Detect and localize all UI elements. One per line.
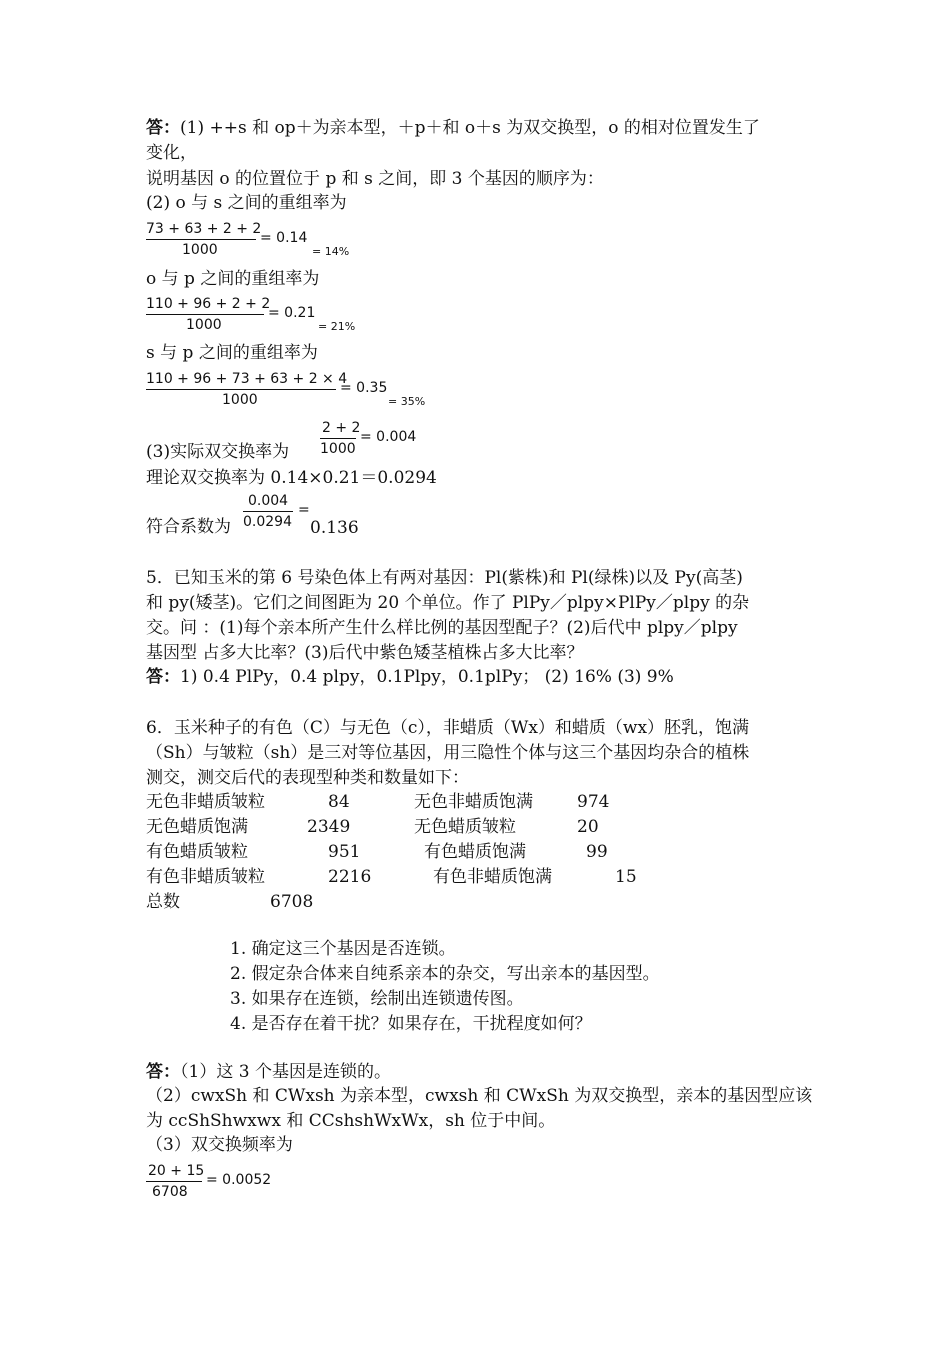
fraction-denominator: 1000	[320, 441, 356, 457]
table-cell-value: 951	[328, 842, 361, 862]
table-cell-label: 无色蜡质饱满	[146, 817, 248, 837]
fraction-result: = 0.0052	[206, 1172, 272, 1188]
table-cell-value: 2216	[328, 867, 372, 887]
table-cell-label: 无色非蜡质饱满	[414, 792, 533, 812]
q5-line3: 交。问 ：(1)每个亲本所产生什么样比例的基因型配子？(2)后代中 plpy／plpy	[146, 618, 738, 638]
fraction-percent: = 14%	[312, 245, 350, 258]
list-item: 2. 假定杂合体来自纯系亲本的杂交，写出亲本的基因型。	[230, 964, 660, 984]
fraction-result: = 0.21	[268, 305, 316, 321]
answer-text: 1) 0.4 PlPy，0.4 plpy，0.1Plpy，0.1plPy； (2) 16% (3) 9%	[180, 667, 674, 687]
list-item: 1. 确定这三个基因是否连锁。	[230, 939, 456, 959]
fraction-denominator: 1000	[186, 317, 222, 333]
fraction-numerator: 2 + 2	[322, 420, 361, 436]
table-total-label: 总数	[146, 892, 180, 912]
q6-line1: 6．玉米种子的有色（C）与无色（c），非蜡质（Wx）和蜡质（wx）胚乳，饱满	[146, 718, 750, 738]
list-item: 3. 如果存在连锁，绘制出连锁遗传图。	[230, 989, 524, 1009]
fraction-numerator: 73 + 63 + 2 + 2	[146, 221, 262, 237]
q4-sp-label: s 与 p 之间的重组率为	[146, 343, 318, 363]
q5-line1: 5．已知玉米的第 6 号染色体上有两对基因：Pl(紫株)和 Pl(绿株)以及 Py(高茎)	[146, 568, 743, 588]
q4-theory-line: 理论双交换率为 0.14×0.21＝0.0294	[146, 468, 437, 488]
table-cell-value: 974	[577, 792, 610, 812]
table-cell-label: 有色蜡质饱满	[424, 842, 526, 862]
q5-answer	[146, 666, 674, 688]
q4-answer-line2: 变化，	[146, 143, 197, 163]
fraction-numerator: 20 + 15	[148, 1163, 205, 1179]
q6-answer-line4: （3）双交换频率为	[146, 1135, 293, 1155]
fraction-bar	[146, 239, 256, 240]
fraction-numerator: 110 + 96 + 73 + 63 + 2 × 4	[146, 371, 348, 387]
q4-op-label: o 与 p 之间的重组率为	[146, 269, 320, 289]
table-cell-value: 15	[615, 867, 637, 887]
fraction-bar	[243, 511, 293, 512]
table-total-value: 6708	[270, 892, 314, 912]
table-cell-label: 有色蜡质皱粒	[146, 842, 248, 862]
fraction-result: = 0.004	[360, 429, 417, 445]
table-cell-value: 20	[577, 817, 599, 837]
fraction-denominator: 1000	[182, 242, 218, 258]
fraction-percent: = 35%	[388, 395, 426, 408]
q6-answer-line3: 为 ccShShwxwx 和 CCshshWxWx，sh 位于中间。	[146, 1111, 556, 1131]
fraction-bar	[146, 389, 336, 390]
fraction-numerator: 110 + 96 + 2 + 2	[146, 296, 271, 312]
answer-text: (1) ++s 和 op＋为亲本型，＋p＋和 o＋s 为双交换型，o 的相对位置发生了	[180, 118, 760, 138]
q4-part2-label: (2) o 与 s 之间的重组率为	[146, 193, 347, 213]
q4-answer-line1	[146, 117, 760, 139]
q6-answer-line2: （2）cwxSh 和 CWxsh 为亲本型，cwxsh 和 CWxSh 为双交换型，亲本的基因型应该	[146, 1086, 813, 1106]
fraction-result: = 0.35	[340, 380, 388, 396]
fraction-denominator: 6708	[152, 1184, 188, 1200]
table-cell-value: 84	[328, 792, 350, 812]
fraction-result: = 0.14	[260, 230, 308, 246]
fraction-denominator: 0.0294	[243, 514, 292, 530]
q4-answer-line3: 说明基因 o 的位置位于 p 和 s 之间，即 3 个基因的顺序为：	[146, 169, 604, 189]
fraction-result: =	[298, 502, 310, 518]
answer-text: （1）这 3 个基因是连锁的。	[180, 1062, 391, 1082]
table-cell-value: 2349	[307, 817, 351, 837]
q4-part3-label: (3)实际双交换率为	[146, 442, 290, 462]
answer-label: 答：	[146, 118, 180, 138]
table-cell-label: 无色蜡质皱粒	[414, 817, 516, 837]
q6-answer-line1	[146, 1061, 391, 1083]
fraction-denominator: 1000	[222, 392, 258, 408]
list-item: 4. 是否存在着干扰？如果存在，干扰程度如何？	[230, 1014, 592, 1034]
table-cell-label: 有色非蜡质饱满	[433, 867, 552, 887]
q5-line4: 基因型 占多大比率？(3)后代中紫色矮茎植株占多大比率？	[146, 643, 584, 663]
fraction-numerator: 0.004	[248, 493, 289, 509]
q6-line2: （Sh）与皱粒（sh）是三对等位基因，用三隐性个体与这三个基因均杂合的植株	[146, 743, 750, 763]
table-cell-label: 无色非蜡质皱粒	[146, 792, 265, 812]
q6-line3: 测交，测交后代的表现型种类和数量如下：	[146, 768, 469, 788]
table-cell-value: 99	[586, 842, 608, 862]
fraction-percent: = 21%	[318, 320, 356, 333]
table-cell-label: 有色非蜡质皱粒	[146, 867, 265, 887]
answer-label: 答：	[146, 1062, 180, 1082]
q5-line2: 和 py(矮茎)。它们之间图距为 20 个单位。作了 PlPy／plpy×PlPy／plpy 的杂	[146, 593, 750, 613]
fraction-bar	[320, 438, 356, 439]
answer-label: 答：	[146, 667, 180, 687]
fraction-bar	[146, 314, 264, 315]
q4-coef-value: 0.136	[310, 518, 359, 538]
fraction-bar	[146, 1181, 202, 1182]
q4-coef-label: 符合系数为	[146, 517, 231, 537]
